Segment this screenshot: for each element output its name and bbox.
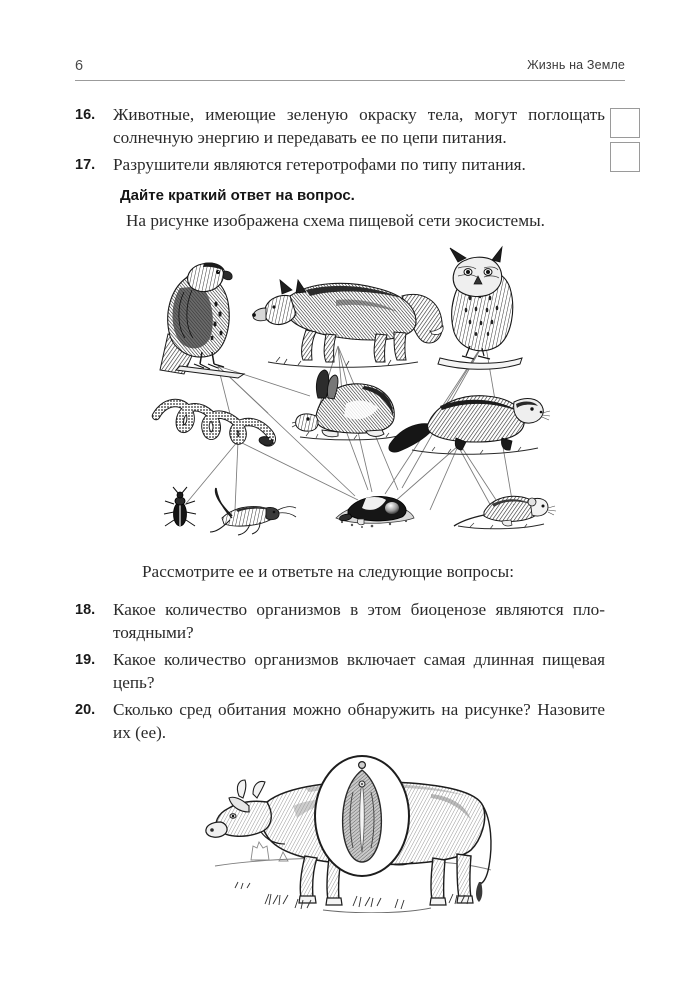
- statement-row-16: [75, 103, 605, 149]
- question-text-20: Сколько сред обитания можно обнаружить на рисунке? Назовите их (ее).: [113, 700, 605, 742]
- question-number-20: 20.: [75, 702, 96, 718]
- beetle-illustration: [164, 487, 196, 526]
- task-block: [120, 185, 620, 232]
- liver-fluke-inset: [315, 756, 409, 876]
- question-text-19: Какое количество организмов включает самая длинная пищевая цепь?: [113, 650, 605, 692]
- page-number: 6: [75, 58, 84, 74]
- question-number-18: 18.: [75, 602, 96, 618]
- statement-checkbox-16[interactable]: [610, 108, 640, 138]
- mole-illustration: [336, 497, 414, 529]
- hawk-illustration: [160, 262, 244, 378]
- statement-row-17: [75, 153, 605, 177]
- statement-list: [75, 103, 605, 181]
- statement-checkbox-17[interactable]: [610, 142, 640, 172]
- post-figure-instruction: Рассмотрите ее и ответьте на следующие вопросы:: [142, 562, 514, 581]
- book-title: Жизнь на Земле: [527, 58, 625, 72]
- statement-number-17: 17.: [75, 157, 96, 173]
- statement-number-16: 16.: [75, 107, 96, 123]
- food-web-svg: [140, 238, 560, 538]
- question-row-18: [75, 598, 605, 644]
- question-list: [75, 598, 605, 748]
- mouse-illustration: [454, 496, 556, 529]
- rabbit-illustration: [292, 370, 398, 440]
- task-heading: Дайте краткий ответ на вопрос.: [120, 187, 355, 204]
- question-row-19: [75, 648, 605, 694]
- fox-illustration: [252, 280, 443, 367]
- question-row-20: [75, 698, 605, 744]
- owl-illustration: [438, 247, 522, 369]
- snake-illustration: [156, 403, 274, 447]
- running-head: [75, 58, 625, 84]
- task-lead: На рисунке изображена схема пищевой сети экосистемы.: [126, 211, 545, 230]
- statement-text-17: Разрушители являются гетеротрофами по типу питания.: [113, 155, 526, 174]
- question-number-19: 19.: [75, 652, 96, 668]
- food-web-figure: [140, 238, 560, 538]
- question-text-18: Какое количество организмов в этом биоценозе являются плотоядными?: [113, 600, 605, 642]
- cow-figure: [195, 748, 505, 913]
- ferret-illustration: [389, 396, 550, 455]
- grasshopper-illustration: [210, 488, 296, 535]
- header-rule: [75, 80, 625, 81]
- cow-svg: [195, 748, 505, 913]
- statement-text-16: Животные, имеющие зеленую окраску тела, могут поглощать солнечную энергию и передавать ее по цепи питания.: [113, 105, 605, 147]
